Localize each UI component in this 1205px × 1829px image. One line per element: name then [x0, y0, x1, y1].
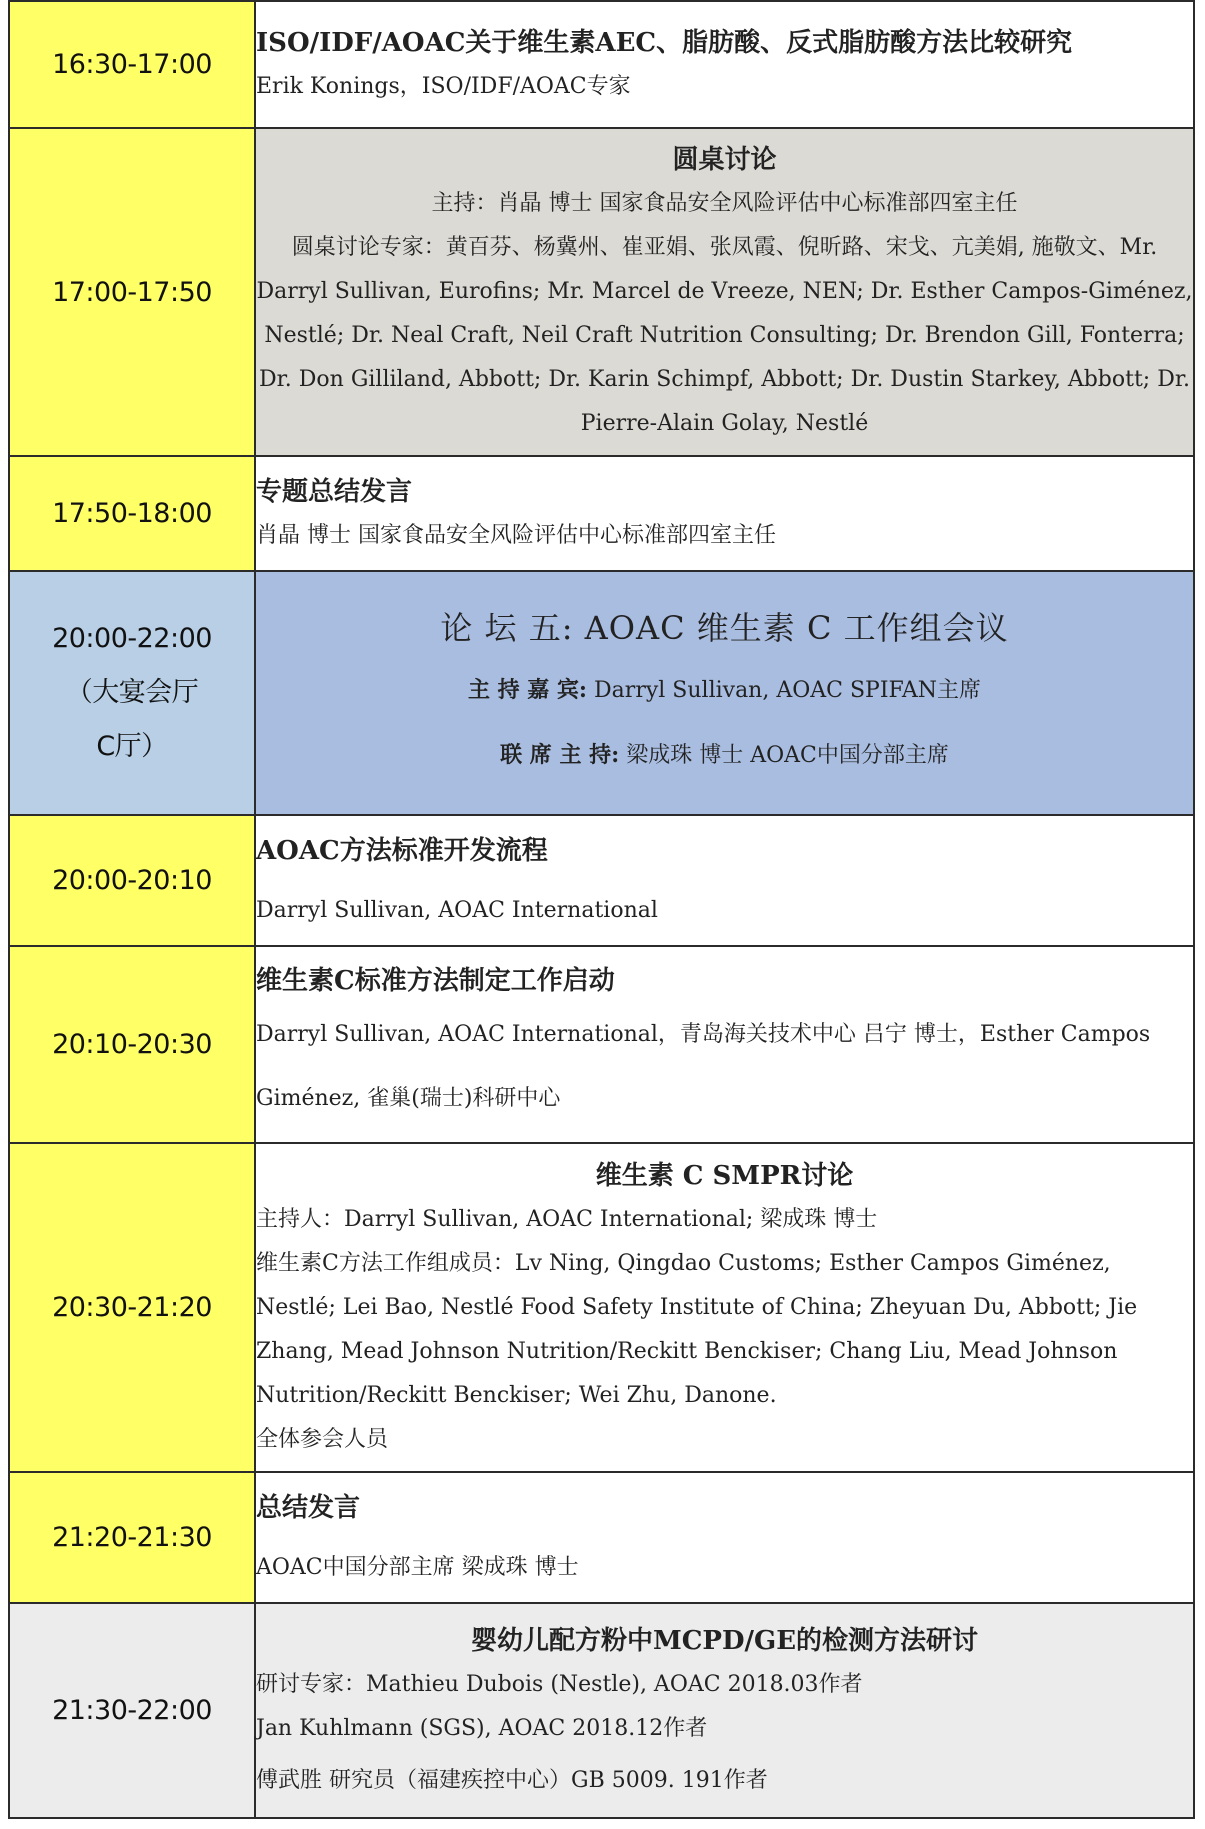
all-line: 全体参会人员 — [256, 1426, 389, 1452]
session-title: 圆桌讨论 — [672, 145, 777, 175]
members-line: 维生素C方法工作组成员：Lv Ning, Qingdao Customs; Esther Campos Giménez, Nestlé; Lei Bao, Nestlé Food Safety Institute of China; Zheyuan Du, Abbott; Jie Zhang, Mead Johnson Nutrition/Reckitt Benckiser; Chang Liu, Mead Johnson Nutrition/Reckitt Benckiser; Wei Zhu, Danone. — [256, 1250, 1138, 1408]
cohost-label: 联 席 主 持: — [500, 742, 620, 768]
session-cell — [255, 946, 1194, 1143]
speaker-line: Erik Konings，ISO/IDF/AOAC专家 — [256, 73, 631, 99]
session-cell — [255, 1143, 1194, 1472]
cohost-text: 梁成珠 博士 AOAC中国分部主席 — [626, 743, 949, 768]
time-cell: 17:50-18:00 — [9, 456, 255, 571]
schedule-row — [9, 815, 1194, 946]
schedule-table — [8, 0, 1195, 1819]
schedule-row — [9, 571, 1194, 815]
venue-text: C厅） — [96, 731, 168, 762]
session-cell — [255, 1603, 1194, 1818]
session-title: 维生素 C SMPR讨论 — [595, 1160, 854, 1191]
host-line: 主持：肖晶 博士 国家食品安全风险评估中心标准部四室主任 — [431, 191, 1018, 216]
schedule-row — [9, 1, 1194, 128]
speaker-line: Darryl Sullivan, AOAC International — [256, 897, 658, 923]
session-cell — [255, 456, 1194, 571]
experts-line: 圆桌讨论专家：黄百芬、杨冀州、崔亚娟、张凤霞、倪昕路、宋戈、亢美娟, 施敬文、Mr. Darryl Sullivan, Eurofins; Mr. Marcel de Vreeze, NEN; Dr. Esther Campos-Giménez, Nestlé; Dr. Neal Craft, Neil Craft Nutrition Consulting; Dr. Brendon Gill, Fonterra; Dr. Don Gilliland, Abbott; Dr. Karin Schimpf, Abbott; Dr. Dustin Starkey, Abbott; Dr. Pierre-Alain Golay, Nestlé — [256, 235, 1193, 436]
time-cell: 16:30-17:00 — [9, 1, 255, 128]
expert-line: 傅武胜 研究员（福建疾控中心）GB 5009. 191作者 — [256, 1767, 768, 1793]
session-title: 专题总结发言 — [256, 476, 413, 507]
cohost-line — [256, 723, 1193, 788]
speaker-line: 肖晶 博士 国家食品安全风险评估中心标准部四室主任 — [256, 522, 776, 548]
expert-line: 研讨专家：Mathieu Dubois (Nestle), AOAC 2018.03作者 — [256, 1671, 863, 1697]
session-cell — [255, 571, 1194, 815]
session-title: 婴幼儿配方粉中MCPD/GE的检测方法研讨 — [470, 1625, 979, 1656]
session-title: 总结发言 — [256, 1492, 361, 1523]
session-cell — [255, 815, 1194, 946]
host-label: 主 持 嘉 宾: — [467, 677, 588, 703]
time-cell: 17:00-17:50 — [9, 128, 255, 456]
session-title: 维生素C标准方法制定工作启动 — [256, 965, 615, 996]
venue-text: （大宴会厅 — [65, 677, 199, 708]
expert-line: Jan Kuhlmann (SGS), AOAC 2018.12作者 — [256, 1715, 708, 1741]
time-cell: 20:30-21:20 — [9, 1143, 255, 1472]
speaker-line: Darryl Sullivan, AOAC International，青岛海关技术中心 吕宁 博士，Esther Campos Giménez, 雀巢(瑞士)科研中心 — [256, 1021, 1151, 1111]
session-cell — [255, 1, 1194, 128]
schedule-row — [9, 1603, 1194, 1818]
schedule-row — [9, 456, 1194, 571]
speaker-line: AOAC中国分部主席 梁成珠 博士 — [256, 1554, 579, 1580]
forum-title: 论 坛 五: AOAC 维生素 C 工作组会议 — [440, 609, 1009, 647]
host-line — [256, 658, 1193, 723]
schedule-row — [9, 946, 1194, 1143]
host-line: 主持人：Darryl Sullivan, AOAC International; 梁成珠 博士 — [256, 1206, 878, 1232]
time-cell: 21:20-21:30 — [9, 1472, 255, 1603]
time-cell — [9, 571, 255, 815]
session-cell — [255, 1472, 1194, 1603]
session-title: ISO/IDF/AOAC关于维生素AEC、脂肪酸、反式脂肪酸方法比较研究 — [256, 27, 1073, 58]
schedule-row — [9, 128, 1194, 456]
time-text: 20:00-22:00 — [52, 623, 212, 654]
session-cell — [255, 128, 1194, 456]
schedule-row — [9, 1143, 1194, 1472]
session-title: AOAC方法标准开发流程 — [256, 835, 548, 866]
time-cell: 20:10-20:30 — [9, 946, 255, 1143]
schedule-row — [9, 1472, 1194, 1603]
time-cell: 21:30-22:00 — [9, 1603, 255, 1818]
time-cell: 20:00-20:10 — [9, 815, 255, 946]
host-text: Darryl Sullivan, AOAC SPIFAN主席 — [594, 678, 982, 703]
